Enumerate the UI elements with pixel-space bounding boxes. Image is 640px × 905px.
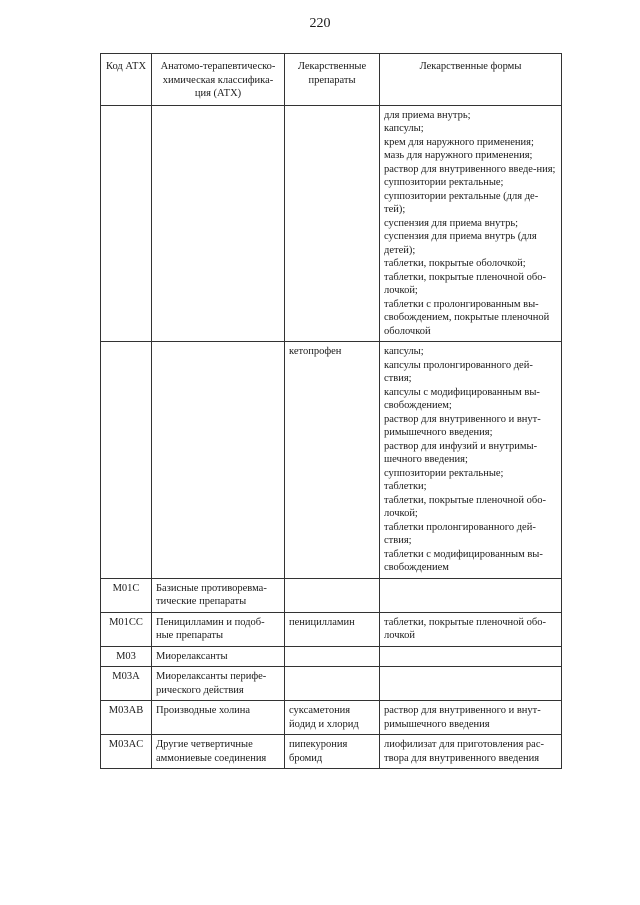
drug-cell [285, 667, 380, 701]
form-item: суппозитории ректальные (для де-тей); [384, 190, 539, 215]
form-item: суспензия для приема внутрь; [384, 217, 519, 229]
classification-cell: Базисные противоревма-тические препараты [152, 578, 285, 612]
form-item: таблетки, покрытые оболочкой; [384, 258, 526, 269]
header-code: Код АТХ [101, 54, 152, 106]
atc-code-cell [101, 105, 152, 342]
form-item: для приема внутрь; [384, 109, 471, 121]
form-item: раствор для инфузий и внутримы-шечного введения; [384, 440, 538, 465]
drug-cell: кетопрофен [285, 342, 380, 579]
header-forms: Лекарственные формы [380, 54, 562, 106]
table-row [101, 612, 562, 646]
classification-cell: Производные холина [152, 701, 285, 735]
form-item: капсулы с модифицированным вы-свобождением; [384, 386, 540, 411]
table-row [101, 342, 562, 579]
form-item: суппозитории ректальные; [384, 467, 504, 479]
forms-cell [380, 612, 562, 646]
atc-table [100, 53, 562, 769]
forms-cell [380, 105, 562, 342]
table-row [101, 646, 562, 667]
form-item: таблетки, покрытые пленочной обо-лочкой; [384, 494, 546, 519]
page-number: 220 [309, 16, 331, 31]
atc-code-cell: M03A [101, 667, 152, 701]
form-item: таблетки с пролонгированным вы-свобождением, покрытые пленочной оболочкой [384, 298, 550, 337]
table-header-row [101, 54, 562, 106]
atc-code-cell: M01CC [101, 612, 152, 646]
table-row [101, 667, 562, 701]
form-item: таблетки; [384, 481, 427, 492]
forms-cell [380, 342, 562, 579]
forms-cell [380, 701, 562, 735]
form-item: таблетки, покрытые пленочной обо-лочкой [384, 616, 546, 641]
forms-cell [380, 735, 562, 769]
forms-cell [380, 667, 562, 701]
form-item: суспензия для приема внутрь (для детей); [384, 231, 537, 256]
classification-cell: Пеницилламин и подоб-ные препараты [152, 612, 285, 646]
form-item: таблетки пролонгированного дей-ствия; [384, 521, 536, 546]
drug-cell: пипекурония бромид [285, 735, 380, 769]
form-item: таблетки, покрытые пленочной обо-лочкой; [384, 271, 546, 296]
drug-cell: пеницилламин [285, 612, 380, 646]
table-row [101, 105, 562, 342]
drug-cell [285, 578, 380, 612]
table-row [101, 578, 562, 612]
form-item: лиофилизат для приготовления рас-твора для внутривенного введения [384, 739, 545, 764]
forms-cell [380, 578, 562, 612]
atc-code-cell: M03 [101, 646, 152, 667]
header-classification: Анатомо-терапевтическо-химическая классифика-ция (АТХ) [152, 54, 285, 106]
atc-code-cell [101, 342, 152, 579]
form-item: раствор для внутривенного и внут-римышечного введения; [384, 413, 541, 438]
classification-cell: Миорелаксанты перифе-рического действия [152, 667, 285, 701]
form-item: капсулы; [384, 123, 424, 134]
classification-cell [152, 342, 285, 579]
form-item: суппозитории ректальные; [384, 177, 504, 188]
form-item: капсулы; [384, 346, 424, 357]
form-item: раствор для внутривенного и внут-римышечного введения [384, 705, 541, 730]
table-row [101, 701, 562, 735]
classification-cell: Миорелаксанты [152, 646, 285, 667]
table-row [101, 735, 562, 769]
drug-cell [285, 646, 380, 667]
classification-cell [152, 105, 285, 342]
form-item: таблетки с модифицированным вы-свобождением [384, 548, 543, 573]
form-item: крем для наружного применения; [384, 136, 534, 148]
drug-cell: суксаметония йодид и хлорид [285, 701, 380, 735]
drug-cell [285, 105, 380, 342]
classification-cell: Другие четвертичные аммониевые соединения [152, 735, 285, 769]
form-item: мазь для наружного применения; [384, 150, 533, 161]
form-item: капсулы пролонгированного дей-ствия; [384, 359, 533, 384]
header-drugs: Лекарственные препараты [285, 54, 380, 106]
form-item: раствор для внутривенного введе-ния; [384, 163, 556, 175]
atc-code-cell: M03AC [101, 735, 152, 769]
atc-code-cell: M01C [101, 578, 152, 612]
forms-cell [380, 646, 562, 667]
atc-code-cell: M03AB [101, 701, 152, 735]
